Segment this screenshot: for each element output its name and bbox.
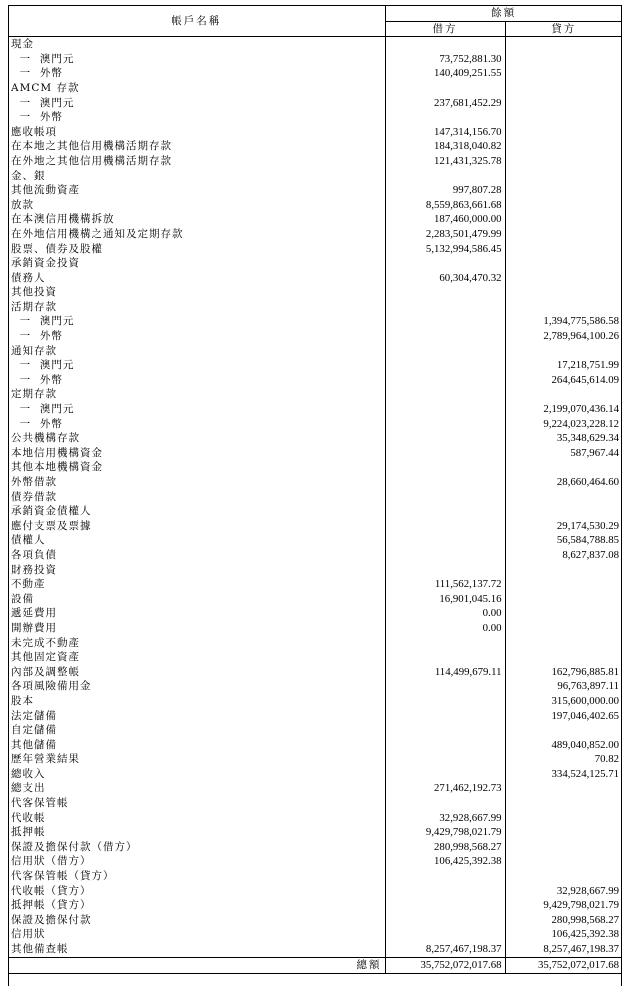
account-name-cell: 本地信用機構資金	[8, 446, 385, 461]
credit-cell	[505, 811, 622, 826]
header-row-top	[8, 6, 622, 22]
debit-cell	[385, 417, 505, 432]
account-name-cell: 其他本地機構資金	[8, 460, 385, 475]
account-name-cell: 一 外幣	[8, 329, 385, 344]
account-name-cell: 不動產	[8, 577, 385, 592]
account-name-cell: 信用狀（借方）	[8, 854, 385, 869]
account-name-cell: 公共機構存款	[8, 431, 385, 446]
credit-cell	[505, 650, 622, 665]
table-row	[8, 373, 622, 388]
debit-cell	[385, 548, 505, 563]
credit-cell: 56,584,788.85	[556, 534, 619, 547]
credit-cell	[505, 460, 622, 475]
credit-cell: 17,218,751.99	[556, 359, 619, 372]
debit-cell: 111,562,137.72	[385, 577, 505, 592]
debit-cell: 280,998,568.27	[385, 840, 505, 855]
credit-cell	[505, 256, 622, 271]
table-row	[8, 154, 622, 169]
table-row	[8, 811, 622, 826]
table-row	[8, 825, 622, 840]
credit-cell	[505, 490, 622, 505]
table-row	[8, 781, 622, 796]
debit-cell	[385, 563, 505, 578]
table-row	[8, 752, 622, 767]
credit-cell: 29,174,530.29	[556, 519, 619, 532]
credit-cell: 32,928,667.99	[556, 884, 619, 897]
account-name-cell: 在本澳信用機構拆放	[8, 212, 385, 227]
account-name-cell: 信用狀	[8, 927, 385, 942]
credit-cell: 587,967.44	[570, 446, 619, 459]
credit-cell	[505, 840, 622, 855]
table-row	[8, 329, 622, 344]
account-name-header: 帳戶名稱	[8, 6, 385, 37]
credit-cell	[505, 592, 622, 607]
table-row	[8, 431, 622, 446]
debit-cell: 106,425,392.38	[385, 854, 505, 869]
credit-cell: 2,789,964,100.26	[543, 330, 619, 343]
table-row	[8, 869, 622, 884]
account-name-cell: 現金	[8, 37, 385, 52]
account-name-cell: 在外地之其他信用機構活期存款	[8, 154, 385, 169]
table-row	[8, 884, 622, 899]
table-row	[8, 533, 622, 548]
account-name-cell: 債券借款	[8, 490, 385, 505]
debit-cell	[385, 460, 505, 475]
debit-cell	[385, 694, 505, 709]
debit-cell: 16,901,045.16	[385, 592, 505, 607]
table-row	[8, 37, 622, 52]
table-row	[8, 913, 622, 928]
account-name-cell: 代收帳（貸方）	[8, 884, 385, 899]
credit-cell	[505, 854, 622, 869]
table-row	[8, 344, 622, 359]
account-name-cell: 代客保管帳（貸方）	[8, 869, 385, 884]
account-name-cell: 未完成不動產	[8, 636, 385, 651]
account-name-cell: 其他固定資產	[8, 650, 385, 665]
credit-cell: 280,998,568.27	[551, 913, 619, 926]
debit-cell: 2,283,501,479.99	[385, 227, 505, 242]
account-name-cell: 一 外幣	[8, 417, 385, 432]
account-name-cell: 放款	[8, 198, 385, 213]
debit-cell: 184,318,040.82	[385, 139, 505, 154]
debit-cell	[385, 679, 505, 694]
account-name-cell: 定期存款	[8, 387, 385, 402]
credit-cell	[505, 563, 622, 578]
debit-cell	[385, 446, 505, 461]
debit-cell	[385, 913, 505, 928]
credit-cell	[505, 285, 622, 300]
debit-cell	[385, 300, 505, 315]
account-name-cell: 抵押帳（貸方）	[8, 898, 385, 913]
credit-cell: 489,040,852.00	[551, 738, 619, 751]
table-row	[8, 358, 622, 373]
account-name-cell: 一 澳門元	[8, 314, 385, 329]
debit-cell	[385, 869, 505, 884]
credit-cell: 96,763,897.11	[557, 680, 619, 693]
table-row	[8, 898, 622, 913]
debit-cell	[385, 636, 505, 651]
credit-cell: 70.82	[594, 753, 619, 766]
debit-cell	[385, 314, 505, 329]
credit-cell: 197,046,402.65	[551, 709, 619, 722]
debit-cell: 73,752,881.30	[385, 52, 505, 67]
table-row	[8, 504, 622, 519]
credit-cell: 8,627,837.08	[562, 548, 619, 561]
debit-cell	[385, 738, 505, 753]
total-row	[8, 957, 622, 973]
debit-cell	[385, 373, 505, 388]
table-row	[8, 548, 622, 563]
credit-cell	[505, 110, 622, 125]
credit-cell: 162,796,885.81	[551, 665, 619, 678]
table-row	[8, 212, 622, 227]
debit-cell: 8,559,863,661.68	[385, 198, 505, 213]
credit-cell	[505, 344, 622, 359]
account-name-cell: 一 澳門元	[8, 52, 385, 67]
debit-cell: 121,431,325.78	[385, 154, 505, 169]
table-row	[8, 563, 622, 578]
debit-cell: 997,807.28	[385, 183, 505, 198]
account-name-cell: 保證及擔保付款（借方）	[8, 840, 385, 855]
debit-cell: 271,462,192.73	[385, 781, 505, 796]
credit-cell: 35,348,629.34	[556, 432, 619, 445]
debit-cell	[385, 344, 505, 359]
debit-cell	[385, 37, 505, 52]
account-name-cell: 各項風險備用金	[8, 679, 385, 694]
table-row	[8, 592, 622, 607]
credit-cell	[505, 183, 622, 198]
credit-cell: 28,660,464.60	[556, 476, 619, 488]
table-row	[8, 66, 622, 81]
account-name-cell: 在外地信用機構之通知及定期存款	[8, 227, 385, 242]
table-row	[8, 198, 622, 213]
account-name-cell: 總支出	[8, 781, 385, 796]
trial-balance-table	[8, 5, 622, 974]
debit-cell	[385, 110, 505, 125]
account-name-cell: 其他流動資產	[8, 183, 385, 198]
debit-cell: 60,304,470.32	[385, 271, 505, 286]
account-name-cell: 通知存款	[8, 344, 385, 359]
debit-cell	[385, 752, 505, 767]
account-name-cell: 遞延費用	[8, 606, 385, 621]
account-name-cell: 在本地之其他信用機構活期存款	[8, 139, 385, 154]
credit-cell: 106,425,392.38	[551, 928, 619, 941]
credit-cell	[505, 796, 622, 811]
account-name-cell: 各項負債	[8, 548, 385, 563]
account-name-cell: AMCM 存款	[8, 81, 385, 96]
account-name-cell: 一 澳門元	[8, 358, 385, 373]
debit-cell: 147,314,156.70	[385, 125, 505, 140]
account-name-cell: 其他備查帳	[8, 942, 385, 957]
credit-cell	[505, 52, 622, 67]
credit-cell	[505, 781, 622, 796]
account-name-cell: 法定儲備	[8, 709, 385, 724]
table-row	[8, 796, 622, 811]
table-row	[8, 840, 622, 855]
account-name-cell: 抵押帳	[8, 825, 385, 840]
credit-cell	[505, 723, 622, 738]
account-name-cell: 外幣借款	[8, 475, 385, 490]
debit-cell: 114,499,679.11	[385, 665, 505, 680]
debit-cell	[385, 650, 505, 665]
credit-cell	[505, 212, 622, 227]
credit-cell: 2,199,070,436.14	[543, 403, 619, 416]
account-name-cell: 應收帳項	[8, 125, 385, 140]
debit-cell	[385, 358, 505, 373]
debit-cell: 0.00	[385, 621, 505, 636]
credit-cell	[505, 271, 622, 286]
debit-cell	[385, 431, 505, 446]
credit-cell	[505, 169, 622, 184]
account-name-cell: 財務投資	[8, 563, 385, 578]
debit-cell	[385, 898, 505, 913]
total-credit: 35,752,072,017.68	[505, 957, 622, 973]
table-row	[8, 577, 622, 592]
account-name-cell: 股本	[8, 694, 385, 709]
debit-cell	[385, 927, 505, 942]
total-label: 總額	[8, 957, 385, 973]
account-name-cell: 一 外幣	[8, 110, 385, 125]
debit-cell	[385, 504, 505, 519]
credit-cell	[505, 636, 622, 651]
debit-cell	[385, 723, 505, 738]
credit-cell: 334,524,125.71	[551, 767, 619, 780]
table-row	[8, 183, 622, 198]
credit-cell	[505, 606, 622, 621]
table-row	[8, 110, 622, 125]
debit-cell	[385, 402, 505, 417]
debit-header: 借方	[385, 21, 505, 37]
account-name-cell: 一 澳門元	[8, 402, 385, 417]
table-row	[8, 694, 622, 709]
credit-cell: 9,429,798,021.79	[543, 899, 619, 912]
account-name-cell: 開辦費用	[8, 621, 385, 636]
table-row	[8, 942, 622, 957]
debit-cell	[385, 490, 505, 505]
table-row	[8, 300, 622, 315]
account-name-cell: 活期存款	[8, 300, 385, 315]
account-name-cell: 歷年營業結果	[8, 752, 385, 767]
debit-cell	[385, 256, 505, 271]
account-name-cell: 代客保管帳	[8, 796, 385, 811]
credit-cell	[505, 96, 622, 111]
table-row	[8, 679, 622, 694]
account-name-cell: 保證及擔保付款	[8, 913, 385, 928]
table-row	[8, 927, 622, 942]
debit-cell	[385, 169, 505, 184]
table-row	[8, 519, 622, 534]
total-debit: 35,752,072,017.68	[385, 957, 505, 973]
table-row	[8, 96, 622, 111]
account-name-cell: 內部及調整帳	[8, 665, 385, 680]
account-name-cell: 其他儲備	[8, 738, 385, 753]
balance-header: 餘額	[385, 6, 622, 22]
debit-cell	[385, 533, 505, 548]
credit-cell	[505, 242, 622, 257]
table-row	[8, 475, 622, 490]
credit-header: 貸方	[505, 21, 622, 37]
table-row	[8, 387, 622, 402]
credit-cell	[505, 825, 622, 840]
credit-cell	[505, 577, 622, 592]
debit-cell: 5,132,994,586.45	[385, 242, 505, 257]
account-name-cell: 自定儲備	[8, 723, 385, 738]
debit-cell	[385, 81, 505, 96]
table-row	[8, 636, 622, 651]
account-name-cell: 其他投資	[8, 285, 385, 300]
debit-cell	[385, 519, 505, 534]
table-row	[8, 81, 622, 96]
debit-cell: 32,928,667.99	[385, 811, 505, 826]
account-name-cell: 債務人	[8, 271, 385, 286]
account-name-cell: 股票、債券及股權	[8, 242, 385, 257]
credit-cell	[505, 504, 622, 519]
debit-cell	[385, 767, 505, 782]
credit-cell	[505, 869, 622, 884]
account-name-cell: 應付支票及票據	[8, 519, 385, 534]
ledger-body	[8, 37, 622, 957]
table-row	[8, 460, 622, 475]
account-name-cell: 設備	[8, 592, 385, 607]
account-name-cell: 一 澳門元	[8, 96, 385, 111]
credit-cell: 264,645,614.09	[551, 373, 619, 386]
table-row	[8, 767, 622, 782]
credit-cell	[505, 139, 622, 154]
table-row	[8, 271, 622, 286]
credit-cell	[505, 198, 622, 213]
debit-cell	[385, 285, 505, 300]
debit-cell: 0.00	[385, 606, 505, 621]
credit-cell	[505, 621, 622, 636]
table-row	[8, 125, 622, 140]
table-row	[8, 446, 622, 461]
debit-cell: 9,429,798,021.79	[385, 825, 505, 840]
credit-cell: 9,224,023,228.12	[543, 417, 619, 430]
account-name-cell: 承銷資金投資	[8, 256, 385, 271]
table-row	[8, 139, 622, 154]
debit-cell	[385, 796, 505, 811]
table-row	[8, 402, 622, 417]
debit-cell: 237,681,452.29	[385, 96, 505, 111]
credit-cell	[505, 81, 622, 96]
debit-cell	[385, 387, 505, 402]
account-name-cell: 一 外幣	[8, 66, 385, 81]
table-row	[8, 606, 622, 621]
credit-cell	[505, 66, 622, 81]
credit-cell	[505, 227, 622, 242]
debit-cell	[385, 329, 505, 344]
table-row	[8, 256, 622, 271]
account-name-cell: 承銷資金債權人	[8, 504, 385, 519]
credit-cell: 8,257,467,198.37	[543, 943, 619, 955]
credit-cell	[505, 125, 622, 140]
table-row	[8, 285, 622, 300]
table-row	[8, 723, 622, 738]
debit-cell: 187,460,000.00	[385, 212, 505, 227]
account-name-cell: 債權人	[8, 533, 385, 548]
table-row	[8, 738, 622, 753]
table-row	[8, 854, 622, 869]
table-row	[8, 665, 622, 680]
credit-cell: 315,600,000.00	[551, 694, 619, 707]
table-row	[8, 242, 622, 257]
table-row	[8, 650, 622, 665]
credit-cell	[505, 154, 622, 169]
table-row	[8, 490, 622, 505]
debit-cell: 140,409,251.55	[385, 66, 505, 81]
credit-cell	[505, 387, 622, 402]
debit-cell: 8,257,467,198.37	[385, 942, 505, 957]
account-name-cell: 總收入	[8, 767, 385, 782]
account-name-cell: 代收帳	[8, 811, 385, 826]
account-name-cell: 一 外幣	[8, 373, 385, 388]
credit-cell: 1,394,775,586.58	[543, 315, 619, 328]
debit-cell	[385, 884, 505, 899]
credit-cell	[505, 37, 622, 52]
table-row	[8, 709, 622, 724]
account-name-cell: 金、銀	[8, 169, 385, 184]
table-row	[8, 621, 622, 636]
table-row	[8, 417, 622, 432]
credit-cell	[505, 300, 622, 315]
table-row	[8, 314, 622, 329]
debit-cell	[385, 709, 505, 724]
table-row	[8, 52, 622, 67]
table-row	[8, 169, 622, 184]
debit-cell	[385, 475, 505, 490]
table-row	[8, 227, 622, 242]
